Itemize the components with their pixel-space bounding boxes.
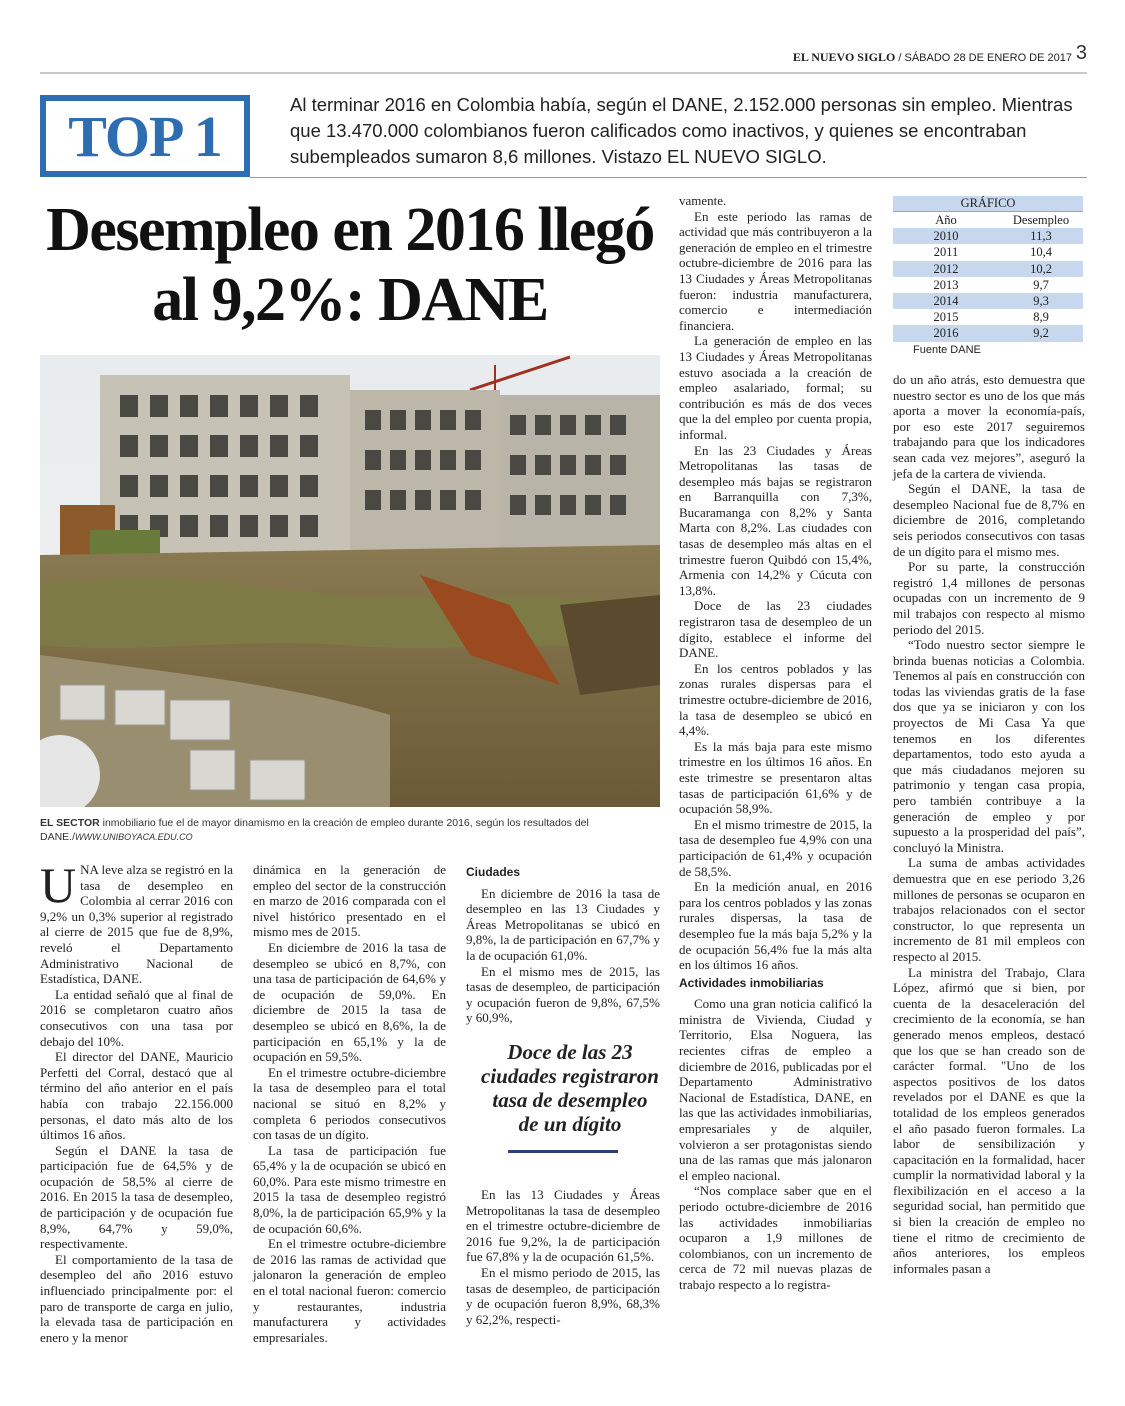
paragraph: La suma de ambas actividades demuestra que en ese periodo 3,26 millones de personas se ocuparon en trabajos relacionados con el sector constructor, lo que representa un incremento de 81 mil empleos con respecto al 2015.: [893, 855, 1085, 964]
table-row: [893, 244, 1083, 260]
folio-line: [793, 50, 1072, 65]
section-heading: Ciudades: [466, 865, 521, 879]
deck-rule: [250, 177, 1087, 178]
article-column-5: [893, 372, 1085, 1276]
article-column-1: [40, 857, 233, 1345]
paragraph: dinámica en la generación de empleo del sector de la construcción en marzo de 2016 comparada con el nivel histórico presentado en el mismo mes de 2015.: [253, 862, 446, 940]
paragraph: En el trimestre octubre-diciembre la tasa de desempleo para el total nacional se situó en 8,2% y completa 6 periodos consecutivos con tasas de un dígito.: [253, 1064, 446, 1143]
article-column-4: [679, 193, 872, 1293]
paragraph: [40, 857, 233, 987]
paragraph: Como una gran noticia calificó la ministra de Vivienda, Ciudad y Territorio, Elsa Noguera, las recientes cifras de empleo a diciembre de 2016, publicadas por el Departamento Administrativo Nacional de Estadística, DANE, en las que las actividades inmobiliarias, empresariales y de alquiler, volvieron a ser protagonistas siendo una de las ramas que más jalonaron el empleo nacional.: [679, 996, 872, 1183]
unemployment-table: [893, 196, 1083, 356]
paragraph: La generación de empleo en las 13 Ciudades y Áreas Metropolitanas estuvo asociada a la creación de empleo asalariado, formal; su contribución es más de dos veces que la del empleo por cuenta propia, informal.: [679, 333, 872, 442]
page-number: 3: [1075, 42, 1087, 64]
paragraph: “Todo nuestro sector siempre le brinda buenas noticias a Colombia. Tenemos al país en construcción con todas las viviendas gratis de la fase dos que ya se iniciaron y con los proyectos de Mi Casa Ya que tenemos en los diferentes departamentos, todo esto ayuda a que más ciudadanos mejoren su patrimonio y tengan casa propia, pero también contribuye a la generación de empleo y por supuesto a la prosperidad del país”, concluyó la Ministra.: [893, 637, 1085, 855]
table-row: [893, 261, 1083, 277]
paragraph: En el trimestre octubre-diciembre de 2016 las ramas de actividad que jalonaron la generación de empleo en el total nacional fueron: comercio y restaurantes, industria manufacturera y actividades empresariales.: [253, 1236, 446, 1345]
table-cell: 2015: [933, 310, 959, 325]
paragraph: Según el DANE, la tasa de desempleo Nacional fue de 8,7% en diciembre de 2016, completando seis periodos consecutivos con tasas de un dígito para el mismo mes.: [893, 481, 1085, 559]
caption-lead: EL SECTOR: [40, 817, 100, 829]
table-cell: 2011: [933, 245, 959, 260]
table-row: [893, 277, 1083, 293]
construction-photo-image: [40, 355, 660, 807]
paragraph: En las 13 Ciudades y Áreas Metropolitanas la tasa de desempleo en el trimestre octubre-diciembre de 2016 fue 9,2%, la de participación fue 67,8% y la de ocupación 61,5%.: [466, 1187, 660, 1265]
paragraph: En este periodo las ramas de actividad que más contribuyeron a la generación de empleo en el trimestre octubre-diciembre de 2016 para las 13 Ciudades y Áreas Metropolitanas fueron: industria manufacturera, comercio e intermediación financiera.: [679, 208, 872, 333]
table-header-row: [893, 212, 1083, 228]
publication-name: EL NUEVO SIGLO: [792, 50, 896, 64]
table-cell: 2010: [933, 229, 959, 244]
top-badge-label: TOP 1: [68, 103, 222, 169]
caption-credit: WWW.UNIBOYACA.EDU.CO: [75, 832, 193, 842]
publication-date: / SÁBADO 28 DE ENERO DE 2017: [895, 52, 1072, 64]
table-row: [893, 228, 1083, 244]
table-cell: 2013: [933, 277, 959, 292]
table-title: GRÁFICO: [893, 196, 1083, 212]
table-cell: 10,4: [1030, 245, 1052, 260]
table-row: [893, 325, 1083, 341]
deck-text: Al terminar 2016 en Colombia había, según el DANE, 2.152.000 personas sin empleo. Mientras que 13.470.000 colombianos fueron calificados como inactivos, y quienes se encontraban subempleados sumaron 8,6 millones. Vistazo EL NUEVO SIGLO.: [290, 94, 1073, 167]
pull-quote: Doce de las 23 ciudades registraron tasa de desempleo de un dígito: [481, 1040, 659, 1136]
top-badge: [40, 95, 250, 177]
paragraph: En diciembre de 2016 la tasa de desempleo se ubicó en 8,7%, con una tasa de participación de 64,6% y de ocupación de 59,0%. En diciembre de 2015 la tasa de desempleo se ubicó en 8,6%, la de participación en 65,1% y la de ocupación en 59,5%.: [253, 939, 446, 1065]
headline-line-2: al 9,2%: DANE: [152, 266, 548, 334]
table-cell: 9,3: [1033, 293, 1049, 308]
paragraph: En el mismo periodo de 2015, las tasas de desempleo, de participación y de ocupación fueron 8,9%, 68,3% y 62,2%, respecti-: [466, 1264, 660, 1327]
paragraph: “Nos complace saber que en el periodo octubre-diciembre de 2016 las actividades inmobiliarias ocuparon a 1,9 millones de colombianos, con un incremento de cerca de 72 mil nuevas plazas de trabajo respecto a lo registra-: [679, 1183, 872, 1292]
paragraph: En los centros poblados y las zonas rurales dispersas para el trimestre octubre-diciembre de 2016, la tasa de desempleo se ubicó en 4,4%.: [679, 660, 872, 739]
table-header-year: Año: [935, 213, 957, 227]
article-column-3: [466, 862, 660, 1026]
paragraph: El director del DANE, Mauricio Perfetti del Corral, destacó que al término del año anterior en el país había con trabajo 22.156.000 personas, el dato más alto de los últimos 16 años.: [40, 1049, 233, 1143]
article-column-3-continued: [466, 1187, 660, 1327]
table-cell: 2016: [933, 326, 959, 341]
paragraph: En la medición anual, en 2016 para los centros poblados y las zonas rurales dispersas, la tasa de desempleo fue la más baja 5,2% y la de ocupación 56,4% fue la más alta en los últimos 16 años.: [679, 879, 872, 973]
article-column-2: [253, 862, 446, 1345]
paragraph: Por su parte, la construcción registró 1,4 millones de personas ocupadas con un incremento de 9 mil trabajos con respecto al mismo periodo del 2015.: [893, 559, 1085, 637]
pull-quote-rule: [508, 1150, 618, 1153]
header-rule: [40, 72, 1087, 74]
paragraph: El comportamiento de la tasa de desempleo del año 2016 estuvo influenciado principalmente por: el paro de transporte de carga en julio, la elevada tasa de participación en enero y la menor: [40, 1251, 233, 1345]
paragraph: En las 23 Ciudades y Áreas Metropolitanas las tasas de desempleo más bajas se registraron en Barranquilla con 7,3%, Bucaramanga con 8,2% y Santa Marta con 8,2%. Las ciudades con tasas de desempleo más altas en el trimestre fueron Quibdó con 15,4%, Armenia con 14,2% y Cúcuta con 13,8%.: [679, 442, 872, 598]
headline: [40, 195, 660, 335]
paragraph-text: NA leve alza se registró en la tasa de desempleo en Colombia al cerrar 2016 con 9,2% un 0,3% superior al registrado al cierre de 2015 que fue de 8,9%, reveló el Departamento Administrativo Nacional de Estadística, DANE.: [40, 862, 233, 987]
table-cell: 2012: [933, 261, 959, 276]
caption-text: inmobiliario fue el de mayor dinamismo en la creación de empleo durante 2016, según los resultados del DANE./: [40, 817, 589, 843]
section-heading: Actividades inmobiliarias: [679, 975, 824, 990]
paragraph: vamente.: [679, 193, 727, 208]
drop-cap: U: [40, 857, 77, 913]
paragraph: do un año atrás, esto demuestra que nuestro sector es uno de los que más aporta a mover la economía-país, por eso este 2017 seguiremos trabajando para que los indicadores sean cada vez mejores”, aseguró la jefa de la cartera de vivienda.: [893, 372, 1085, 481]
paragraph: Según el DANE la tasa de participación fue de 64,5% y de ocupación de 58,5% al cierre de 2016. En 2015 la tasa de desempleo, de participación y de ocupación fue 8,9%, 64,7% y 59,0%, respectivamente.: [40, 1142, 233, 1252]
table-row: [893, 293, 1083, 309]
paragraph: La ministra del Trabajo, Clara López, afirmó que si bien, por cuenta de la desaceleración del crecimiento de la economía, se han generado menos empleos, destacó que los que se han creado son de carácter formal. "Uno de los aspectos positivos de los datos revelados por el DANE es que la totalidad de los empleos generados el año pasado fueron formales. La labor de sensibilización y capacitación en la formalidad, hacer cumplir la normatividad laboral y la flexibilización en el acceso a la seguridad social, han permitido que si bien la creación de empleo no tiene el ritmo de crecimiento de años anteriores, los empleos informales pasan a: [893, 964, 1085, 1276]
table-header-rate: Desempleo: [1012, 213, 1070, 227]
photo-caption: [40, 816, 660, 844]
table-row: [893, 309, 1083, 325]
table-cell: 8,9: [1033, 310, 1049, 325]
paragraph: Es la más baja para este mismo trimestre en los últimos 16 años. En este trimestre se presentaron altas tasas de participación 61,6% y de ocupación 58,9%.: [679, 738, 872, 817]
paragraph: En el mismo trimestre de 2015, la tasa de desempleo fue 4,9% con una participación de 61,4% y ocupación de 58,5%.: [679, 816, 872, 879]
paragraph: La entidad señaló que al final de 2016 se completaron cuatro años consecutivos con una tasa por debajo del 10%.: [40, 986, 233, 1049]
paragraph: Doce de las 23 ciudades registraron tasa de desempleo de un dígito, establece el informe del DANE.: [679, 598, 872, 661]
paragraph: La tasa de participación fue 65,4% y la de ocupación se ubicó en 60,0%. Para este mismo trimestre en 2015 la tasa de desempleo registró 8,0%, la de participación 65,9% y la de ocupación 60,6%.: [253, 1142, 446, 1236]
paragraph: En diciembre de 2016 la tasa de desempleo en las 13 Ciudades y Áreas Metropolitanas se ubicó en 9,8%, la de participación en 67,7% y la de ocupación 61,0%.: [466, 885, 660, 963]
table-cell: 9,7: [1033, 277, 1049, 292]
construction-photo: [40, 355, 660, 807]
table-cell: 10,2: [1030, 261, 1052, 276]
headline-line-1: Desempleo en 2016 llegó: [46, 196, 654, 264]
table-source: Fuente DANE: [913, 343, 981, 356]
table-cell: 2014: [933, 293, 959, 308]
paragraph: En el mismo mes de 2015, las tasas de desempleo, de participación y ocupación fueron de 9,8%, 67,5% y 60,9%,: [466, 963, 660, 1026]
table-cell: 9,2: [1033, 326, 1049, 341]
table-cell: 11,3: [1030, 229, 1052, 244]
